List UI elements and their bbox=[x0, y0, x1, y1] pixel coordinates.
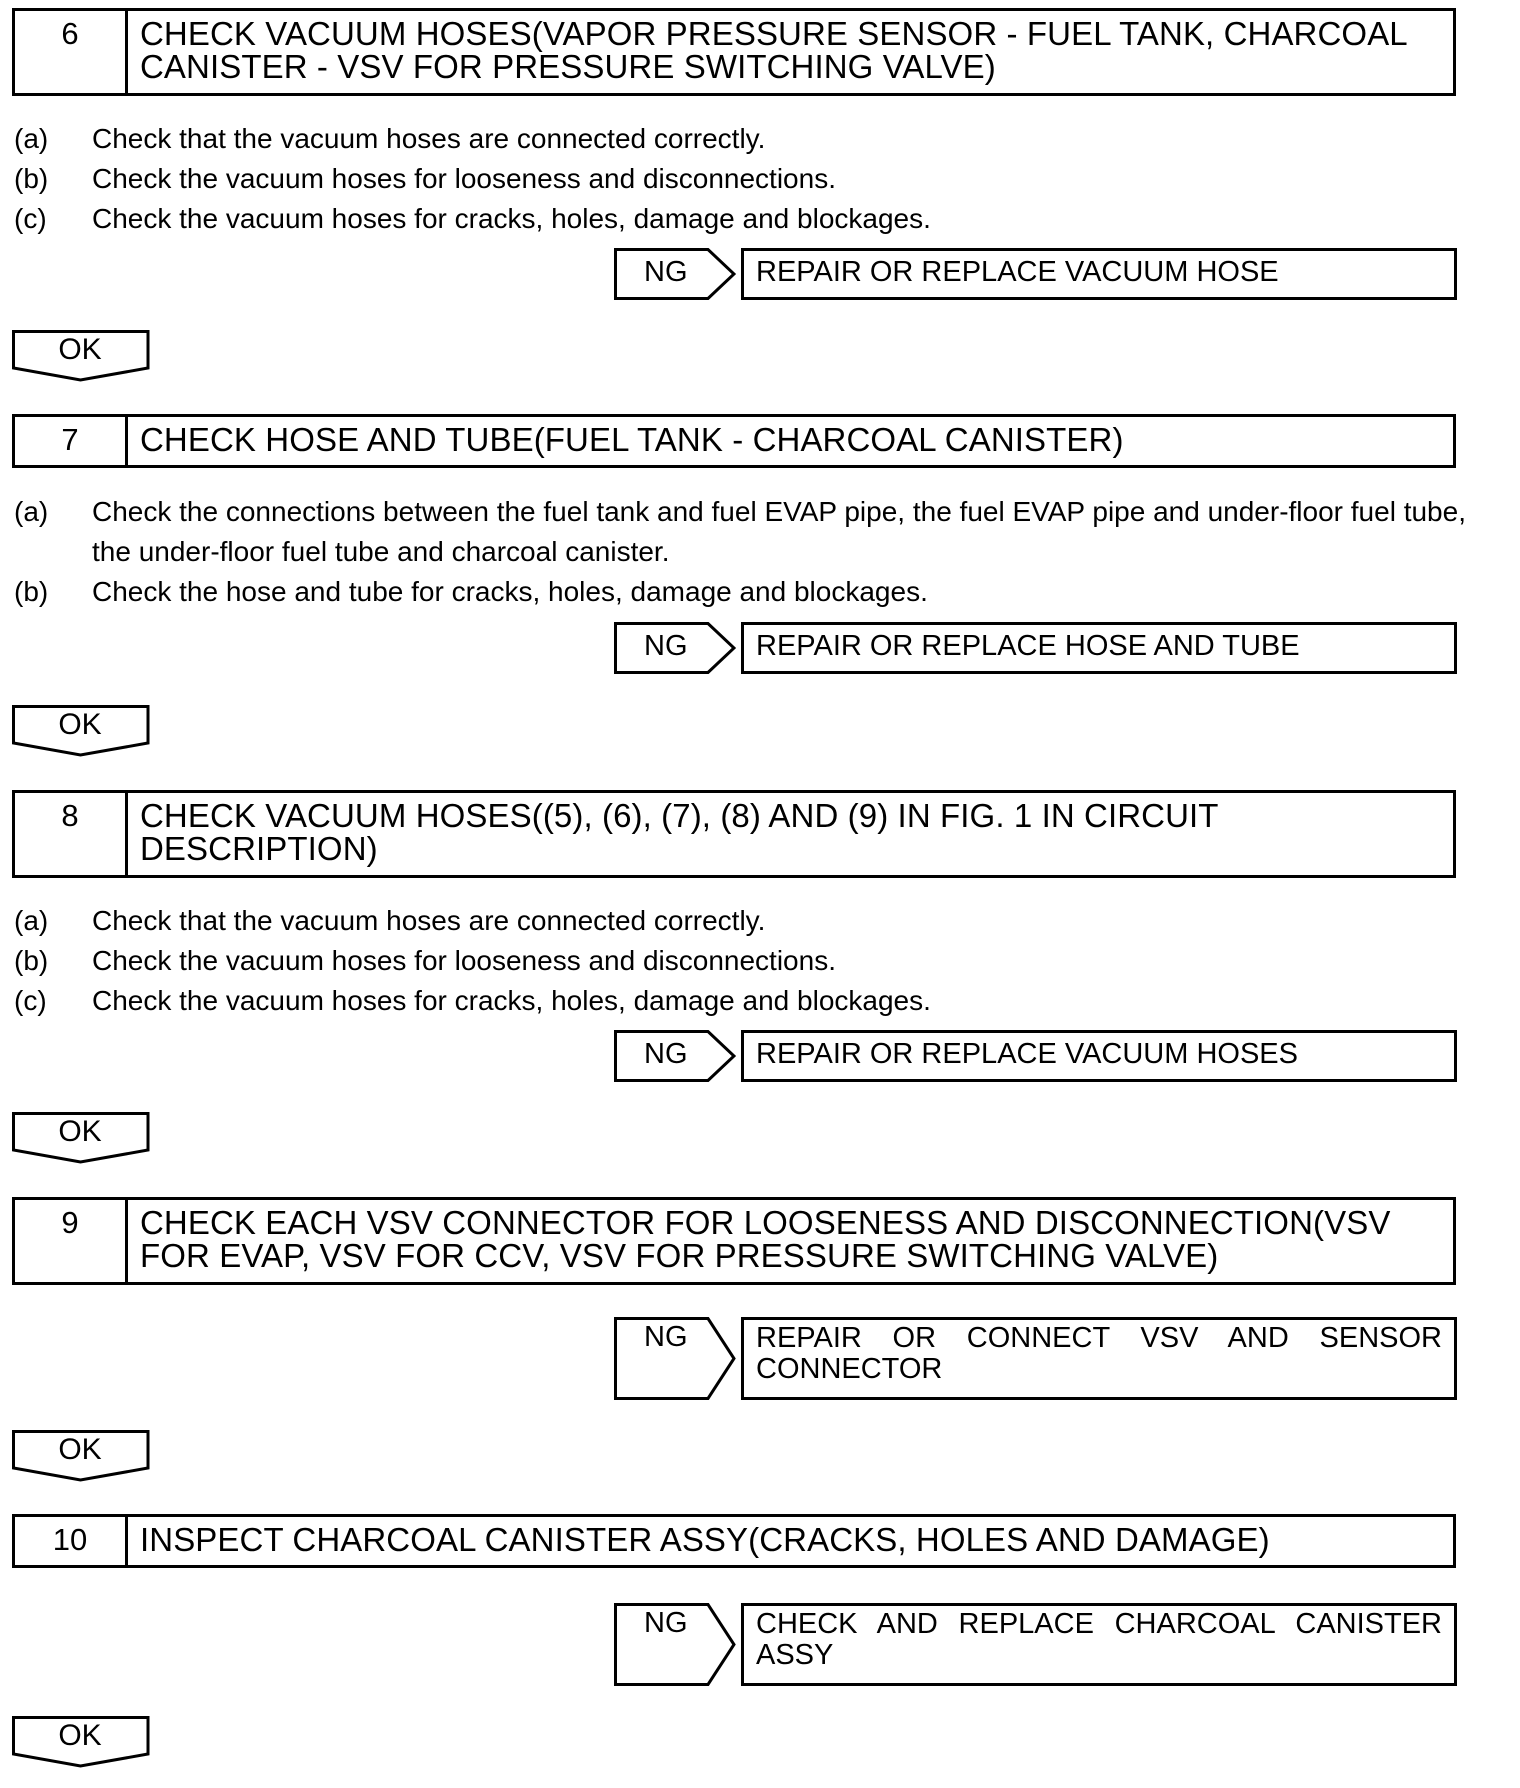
ng-label: NG bbox=[644, 256, 688, 288]
ng-branch-arrow bbox=[614, 622, 736, 674]
item-label: (b) bbox=[14, 163, 49, 194]
item-text: Check that the vacuum hoses are connected correctly. bbox=[92, 123, 766, 154]
step-title: CHECK VACUUM HOSES(VAPOR PRESSURE SENSOR - FUEL TANK, CHARCOAL CANISTER - VSV FOR PRESSURE SWITCHING VALVE) bbox=[140, 15, 1407, 85]
item-text: Check the vacuum hoses for cracks, holes, damage and blockages. bbox=[92, 985, 931, 1016]
item-text: Check the connections between the fuel tank and fuel EVAP pipe, the fuel EVAP pipe and under-floor fuel tube, the under-floor fuel tube and charcoal canister. bbox=[92, 496, 1466, 567]
ok-branch-arrow bbox=[12, 1716, 150, 1768]
step-header bbox=[12, 414, 1456, 468]
item-label: (c) bbox=[14, 985, 47, 1016]
ok-label: OK bbox=[58, 333, 102, 366]
ok-branch-arrow bbox=[12, 705, 150, 757]
step-number: 6 bbox=[15, 11, 128, 93]
ng-branch-arrow bbox=[614, 1603, 736, 1686]
ng-label: NG bbox=[644, 1038, 688, 1070]
item-text: Check that the vacuum hoses are connected correctly. bbox=[92, 905, 766, 936]
step-number: 9 bbox=[15, 1200, 128, 1282]
step-title: CHECK EACH VSV CONNECTOR FOR LOOSENESS AND DISCONNECTION(VSV FOR EVAP, VSV FOR CCV, VSV FOR PRESSURE SWITCHING VALVE) bbox=[140, 1204, 1391, 1274]
step-number: 7 bbox=[15, 417, 128, 465]
ok-label: OK bbox=[58, 1115, 102, 1148]
ng-action-box: REPAIR OR CONNECT VSV AND SENSOR CONNECTOR bbox=[741, 1317, 1457, 1400]
ok-label: OK bbox=[58, 1719, 102, 1752]
ok-label: OK bbox=[58, 1433, 102, 1466]
step-number: 8 bbox=[15, 793, 128, 875]
item-label: (a) bbox=[14, 905, 49, 936]
ng-action-box: REPAIR OR REPLACE VACUUM HOSE bbox=[741, 248, 1457, 300]
step-header bbox=[12, 8, 1456, 96]
item-label: (a) bbox=[14, 496, 49, 527]
item-label: (c) bbox=[14, 203, 47, 234]
item-text: Check the vacuum hoses for looseness and disconnections. bbox=[92, 163, 836, 194]
ng-branch-arrow bbox=[614, 248, 736, 300]
step-title: CHECK HOSE AND TUBE(FUEL TANK - CHARCOAL CANISTER) bbox=[140, 421, 1124, 458]
ng-label: NG bbox=[644, 630, 688, 662]
step-title: CHECK VACUUM HOSES((5), (6), (7), (8) AND (9) IN FIG. 1 IN CIRCUIT DESCRIPTION) bbox=[140, 797, 1218, 867]
item-label: (b) bbox=[14, 576, 49, 607]
step-title: INSPECT CHARCOAL CANISTER ASSY(CRACKS, HOLES AND DAMAGE) bbox=[140, 1521, 1270, 1558]
ng-label: NG bbox=[644, 1321, 688, 1353]
ok-branch-arrow bbox=[12, 1430, 150, 1482]
ng-action-box: REPAIR OR REPLACE VACUUM HOSES bbox=[741, 1030, 1457, 1082]
ok-branch-arrow bbox=[12, 1112, 150, 1164]
ng-action-box: REPAIR OR REPLACE HOSE AND TUBE bbox=[741, 622, 1457, 674]
step-header bbox=[12, 790, 1456, 878]
ng-action-box: CHECK AND REPLACE CHARCOAL CANISTER ASSY bbox=[741, 1603, 1457, 1686]
ng-branch-arrow bbox=[614, 1030, 736, 1082]
item-label: (b) bbox=[14, 945, 49, 976]
step-number: 10 bbox=[15, 1517, 128, 1565]
item-text: Check the vacuum hoses for looseness and disconnections. bbox=[92, 945, 836, 976]
ok-label: OK bbox=[58, 708, 102, 741]
step-header bbox=[12, 1197, 1456, 1285]
item-text: Check the hose and tube for cracks, holes, damage and blockages. bbox=[92, 576, 928, 607]
ng-branch-arrow bbox=[614, 1317, 736, 1400]
item-text: Check the vacuum hoses for cracks, holes, damage and blockages. bbox=[92, 203, 931, 234]
ok-branch-arrow bbox=[12, 330, 150, 382]
step-header bbox=[12, 1514, 1456, 1568]
ng-label: NG bbox=[644, 1607, 688, 1639]
item-label: (a) bbox=[14, 123, 49, 154]
